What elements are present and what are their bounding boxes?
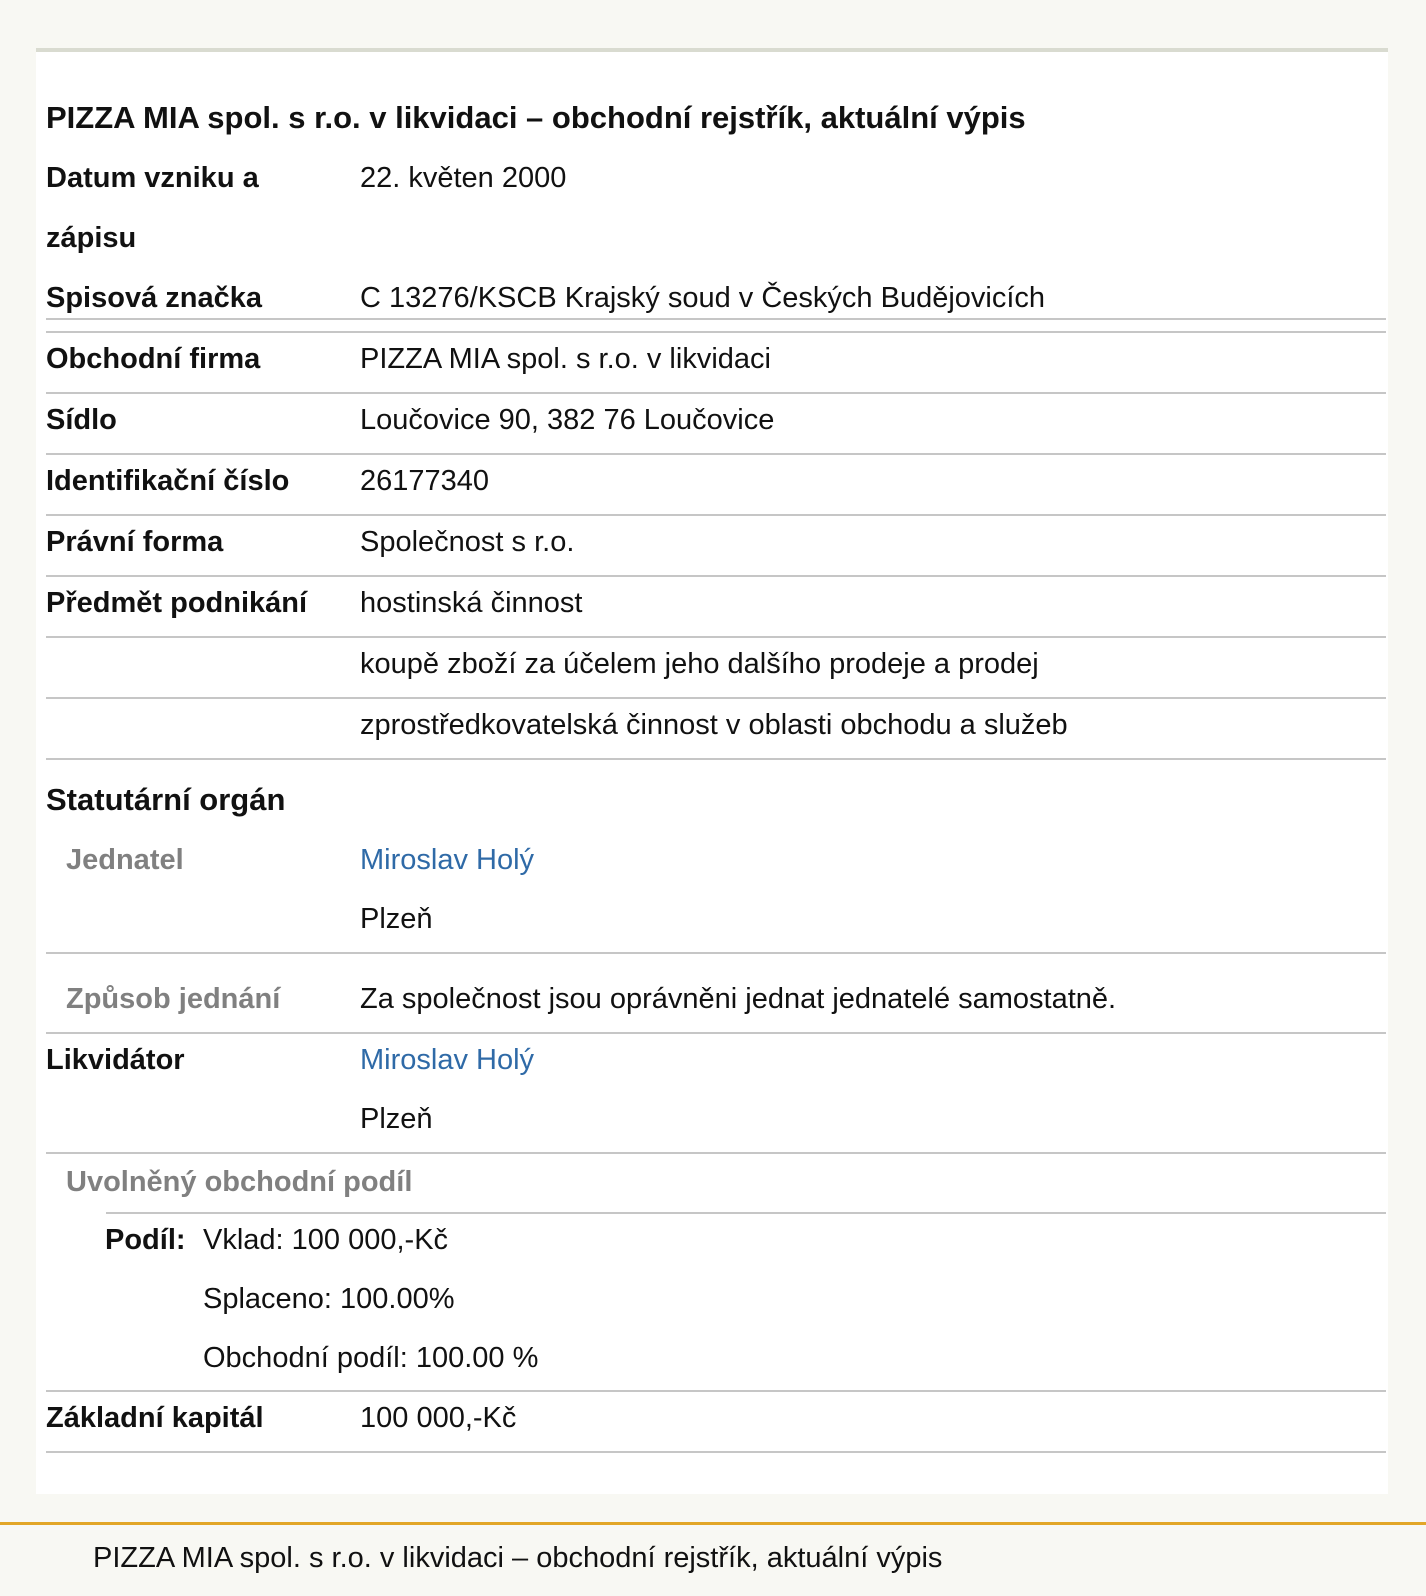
likvidator-label: Likvidátor (46, 1044, 185, 1076)
row-zakladni-kapital (46, 1390, 1386, 1453)
row-label-cont: zápisu (46, 222, 137, 254)
row-value: koupě zboží za účelem jeho dalšího prodeje a prodej (360, 648, 1039, 680)
footer-divider (0, 1522, 1426, 1525)
row-label: Datum vzniku a (46, 162, 259, 194)
podil-label: Podíl: (105, 1224, 186, 1256)
page-title: PIZZA MIA spol. s r.o. v likvidaci – obchodní rejstřík, aktuální výpis (46, 100, 1026, 135)
row-value: Loučovice 90, 382 76 Loučovice (360, 404, 775, 436)
row-label: Předmět podnikání (46, 587, 308, 619)
row-likvidator (46, 1032, 1386, 1154)
row-value: C 13276/KSCB Krajský soud v Českých Budějovicích (360, 282, 1046, 314)
row-value: 26177340 (360, 465, 490, 497)
podil-obchodni: Obchodní podíl: 100.00 % (203, 1342, 539, 1374)
jednatel-link[interactable]: Miroslav Holý (360, 844, 535, 876)
row-label: Identifikační číslo (46, 465, 290, 497)
podil-vklad: Vklad: 100 000,-Kč (203, 1224, 449, 1256)
row-podil (46, 1212, 1386, 1392)
row-predmet-podnikani (46, 575, 1386, 638)
row-value: 22. květen 2000 (360, 162, 567, 194)
registry-card (36, 48, 1388, 1494)
likvidator-link[interactable]: Miroslav Holý (360, 1044, 535, 1076)
row-label: Spisová značka (46, 282, 262, 314)
row-value: zprostředkovatelská činnost v oblasti obchodu a služeb (360, 709, 1068, 741)
row-jednatel (46, 834, 1386, 954)
row-predmet-2 (46, 636, 1386, 699)
row-label: Sídlo (46, 404, 117, 436)
row-spisova-znacka (46, 270, 1386, 333)
row-value: hostinská činnost (360, 587, 583, 619)
row-label: Právní forma (46, 526, 224, 558)
row-obchodni-firma (46, 331, 1386, 394)
row-predmet-3 (46, 697, 1386, 760)
jednatel-label: Jednatel (66, 844, 184, 876)
row-label: Základní kapitál (46, 1402, 264, 1434)
row-label: Obchodní firma (46, 343, 261, 375)
row-value: Společnost s r.o. (360, 526, 575, 558)
share-heading: Uvolněný obchodní podíl (66, 1166, 413, 1198)
zpusob-value: Za společnost jsou oprávněni jednat jednatelé samostatně. (360, 983, 1117, 1015)
zpusob-label: Způsob jednání (66, 983, 281, 1015)
row-value: PIZZA MIA spol. s r.o. v likvidaci (360, 343, 771, 375)
row-value: 100 000,-Kč (360, 1402, 517, 1434)
statutory-heading: Statutární orgán (46, 782, 286, 817)
jednatel-city: Plzeň (360, 903, 433, 935)
row-pravni-forma (46, 514, 1386, 577)
podil-splaceno: Splaceno: 100.00% (203, 1283, 455, 1315)
likvidator-city: Plzeň (360, 1103, 433, 1135)
footer-title: PIZZA MIA spol. s r.o. v likvidaci – obchodní rejstřík, aktuální výpis (93, 1542, 943, 1574)
row-ico (46, 453, 1386, 516)
row-zpusob-jednani (46, 952, 1386, 1034)
row-sidlo (46, 392, 1386, 455)
